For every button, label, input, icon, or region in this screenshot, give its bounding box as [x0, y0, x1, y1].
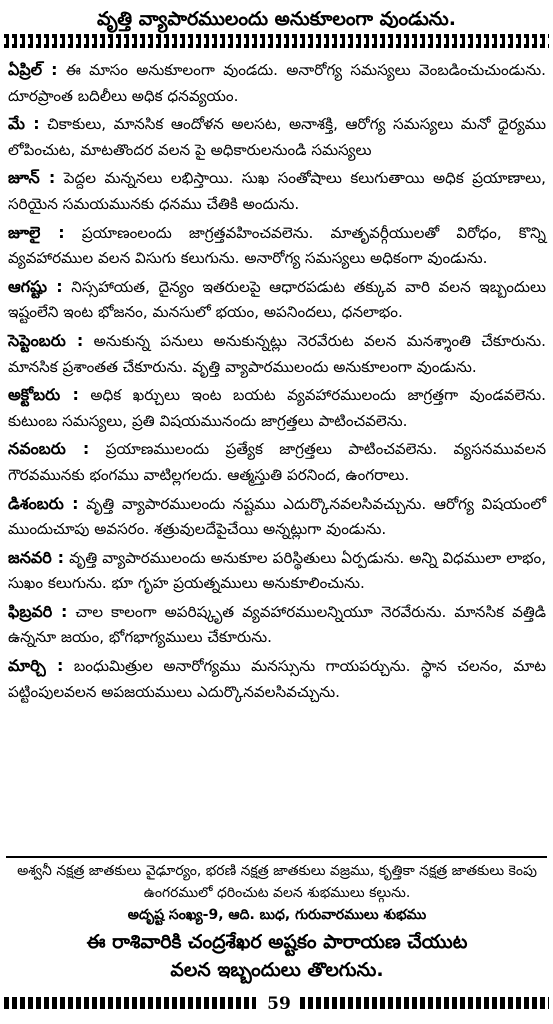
month-name: జనవరి :: [8, 547, 65, 567]
month-text: వృత్తి వ్యాపారములందు నష్టము ఎదుర్కొనవలసివచ్చును. ఆరోగ్య విషయంలో ముందుచూపు అవసరం. శత్రువులదేపైచేయి అన్నట్లుగా వుండును.: [8, 494, 547, 539]
month-text: బంధుమిత్రుల అనారోగ్యము మనస్సును గాయపర్చును. స్థాన చలనం, మాట పట్టింపులవలన అపజయములు ఎదుర్కొనవలసివచ్చును.: [8, 657, 547, 701]
month-text: ప్రయాణములందు ప్రత్యేక జాగ్రత్తలు పాటించవలెను. వ్యసనమువలన గౌరవమునకు భంగము వాటిల్లగలదు. ఆత్మస్తుతి పరనింద, ఉంగరాలు.: [8, 440, 546, 484]
month-text: అధిక ఖర్చులు ఇంట బయట వ్యవహారములందు జాగ్రత్తగా వుండవలెను. కుటుంబ సమస్యలు, ప్రతి విషయమునందు జాగ్రత్తలు పాటించవలెను.: [8, 386, 546, 430]
month-entry: [8, 599, 546, 651]
month-name: ఆగష్టు :: [8, 276, 63, 296]
month-entry: [8, 274, 546, 326]
page-number: 59: [267, 994, 291, 1014]
remedy-line-1: ఈ రాశివారికి చంద్రశేఖర అష్టకం పారాయణ చేయుట: [86, 931, 468, 953]
month-text: వృత్తి వ్యాపారములందు అనుకూల పరిస్థితులు ఏర్పడును. అన్ని విధములా లాభం, సుఖం కలుగును. భూ గృహ ప్రయత్నములు అనుకూలించును.: [8, 548, 547, 593]
page-title: వృత్తి వ్యాపారములందు అనుకూలంగా వుండును.: [97, 8, 456, 30]
month-name: ఫిబ్రవరి :: [8, 601, 68, 621]
remedy-line-2: వలన ఇబ్బందులు తొలగును.: [170, 959, 384, 981]
month-text: చాల కాలంగా అపరిష్కృత వ్యవహారములన్నియూ నెరవేరును. మానసిక వత్తిడి ఉన్ననూ జయం, భోగభాగ్యములు చేకూరును.: [8, 602, 547, 647]
month-predictions: [8, 57, 546, 705]
month-text: ఈ మాసం అనుకూలంగా వుండదు. అనారోగ్య సమస్యలు వెంబడించుచుండును. దూరప్రాంత బదిలీలు అధిక ధనవ్యయం.: [8, 61, 546, 105]
month-name: నవంబరు :: [8, 439, 90, 459]
month-name: జూలై :: [8, 222, 65, 242]
month-entry: [8, 57, 546, 109]
decorative-border-bottom-left: [4, 997, 256, 1009]
month-entry: [8, 220, 546, 272]
month-text: పెద్దల మన్ననలు లభిస్తాయి. సుఖ సంతోషాలు కలుగుతాయి అధిక ప్రయాణాలు, సరియైన సమయమునకు ధనము చేతికి అందును.: [8, 169, 546, 213]
month-text: అనుకున్న పనులు అనుకున్నట్లు నెరవేరుట వలన మనశ్శాంతి చేకూరును. మానసిక ప్రశాంతత చేకూరును. వృత్తి వ్యాపారములందు అనుకూలంగా వుండును.: [8, 331, 546, 376]
month-entry: [8, 382, 546, 434]
divider-line: [6, 856, 547, 858]
month-text: నిస్సహాయత, దైన్యం ఇతరులపై ఆధారపడుట తక్కువ వారి వలన ఇబ్బందులు ఇష్టంలేని ఇంట భోజనం, మనసులో భయం, అపనిందలు, ధనలాభం.: [8, 277, 546, 322]
month-name: డిశంబరు :: [8, 493, 79, 513]
month-name: ఏప్రిల్ :: [8, 60, 58, 79]
month-name: జూన్ :: [8, 168, 56, 188]
month-entry: [8, 491, 546, 543]
month-entry: [8, 436, 546, 488]
month-name: మార్చి :: [8, 656, 64, 676]
month-entry: [8, 165, 546, 217]
month-entry: [8, 328, 546, 380]
gemstone-note: అశ్వనీ నక్షత్ర జాతకులు వైఢూర్యం, భరణి నక్షత్ర జాతకులు వజ్రము, కృత్తికా నక్షత్ర జాతకులు కెంపు ఉంగరములో ధరించుట వలన శుభములు కల్గును.: [17, 863, 537, 901]
month-text: ప్రయాణంలందు జాగ్రత్తవహించవలెను. మాతృవర్గీయులతో విరోధం, కొన్ని వ్యవహారముల వలన విసుగు కలుగును. అనారోగ్య సమస్యలు అధికంగా వుండును.: [8, 223, 546, 268]
month-entry: [8, 653, 546, 705]
footer: [8, 860, 546, 984]
month-entry: [8, 111, 546, 163]
lucky-number-line: అదృష్ట సంఖ్య-9, ఆది. బుధ, గురువారములు శుభము: [127, 907, 427, 923]
month-name: సెప్టెంబరు :: [8, 330, 84, 350]
month-text: చికాకులు, మానసిక ఆందోళన అలసట, అనాశక్తి, ఆరోగ్య సమస్యలు మనో ధైర్యము లోపించుట, మాటతొందర వలన పై అధికారులనుండి సమస్యలు: [8, 115, 547, 159]
decorative-border-bottom-right: [300, 997, 549, 1009]
page-number-row: [0, 993, 553, 1015]
decorative-border-top: [4, 34, 549, 48]
month-name: అక్టోబరు :: [8, 385, 79, 405]
month-entry: [8, 545, 546, 597]
month-name: మే :: [8, 114, 40, 134]
